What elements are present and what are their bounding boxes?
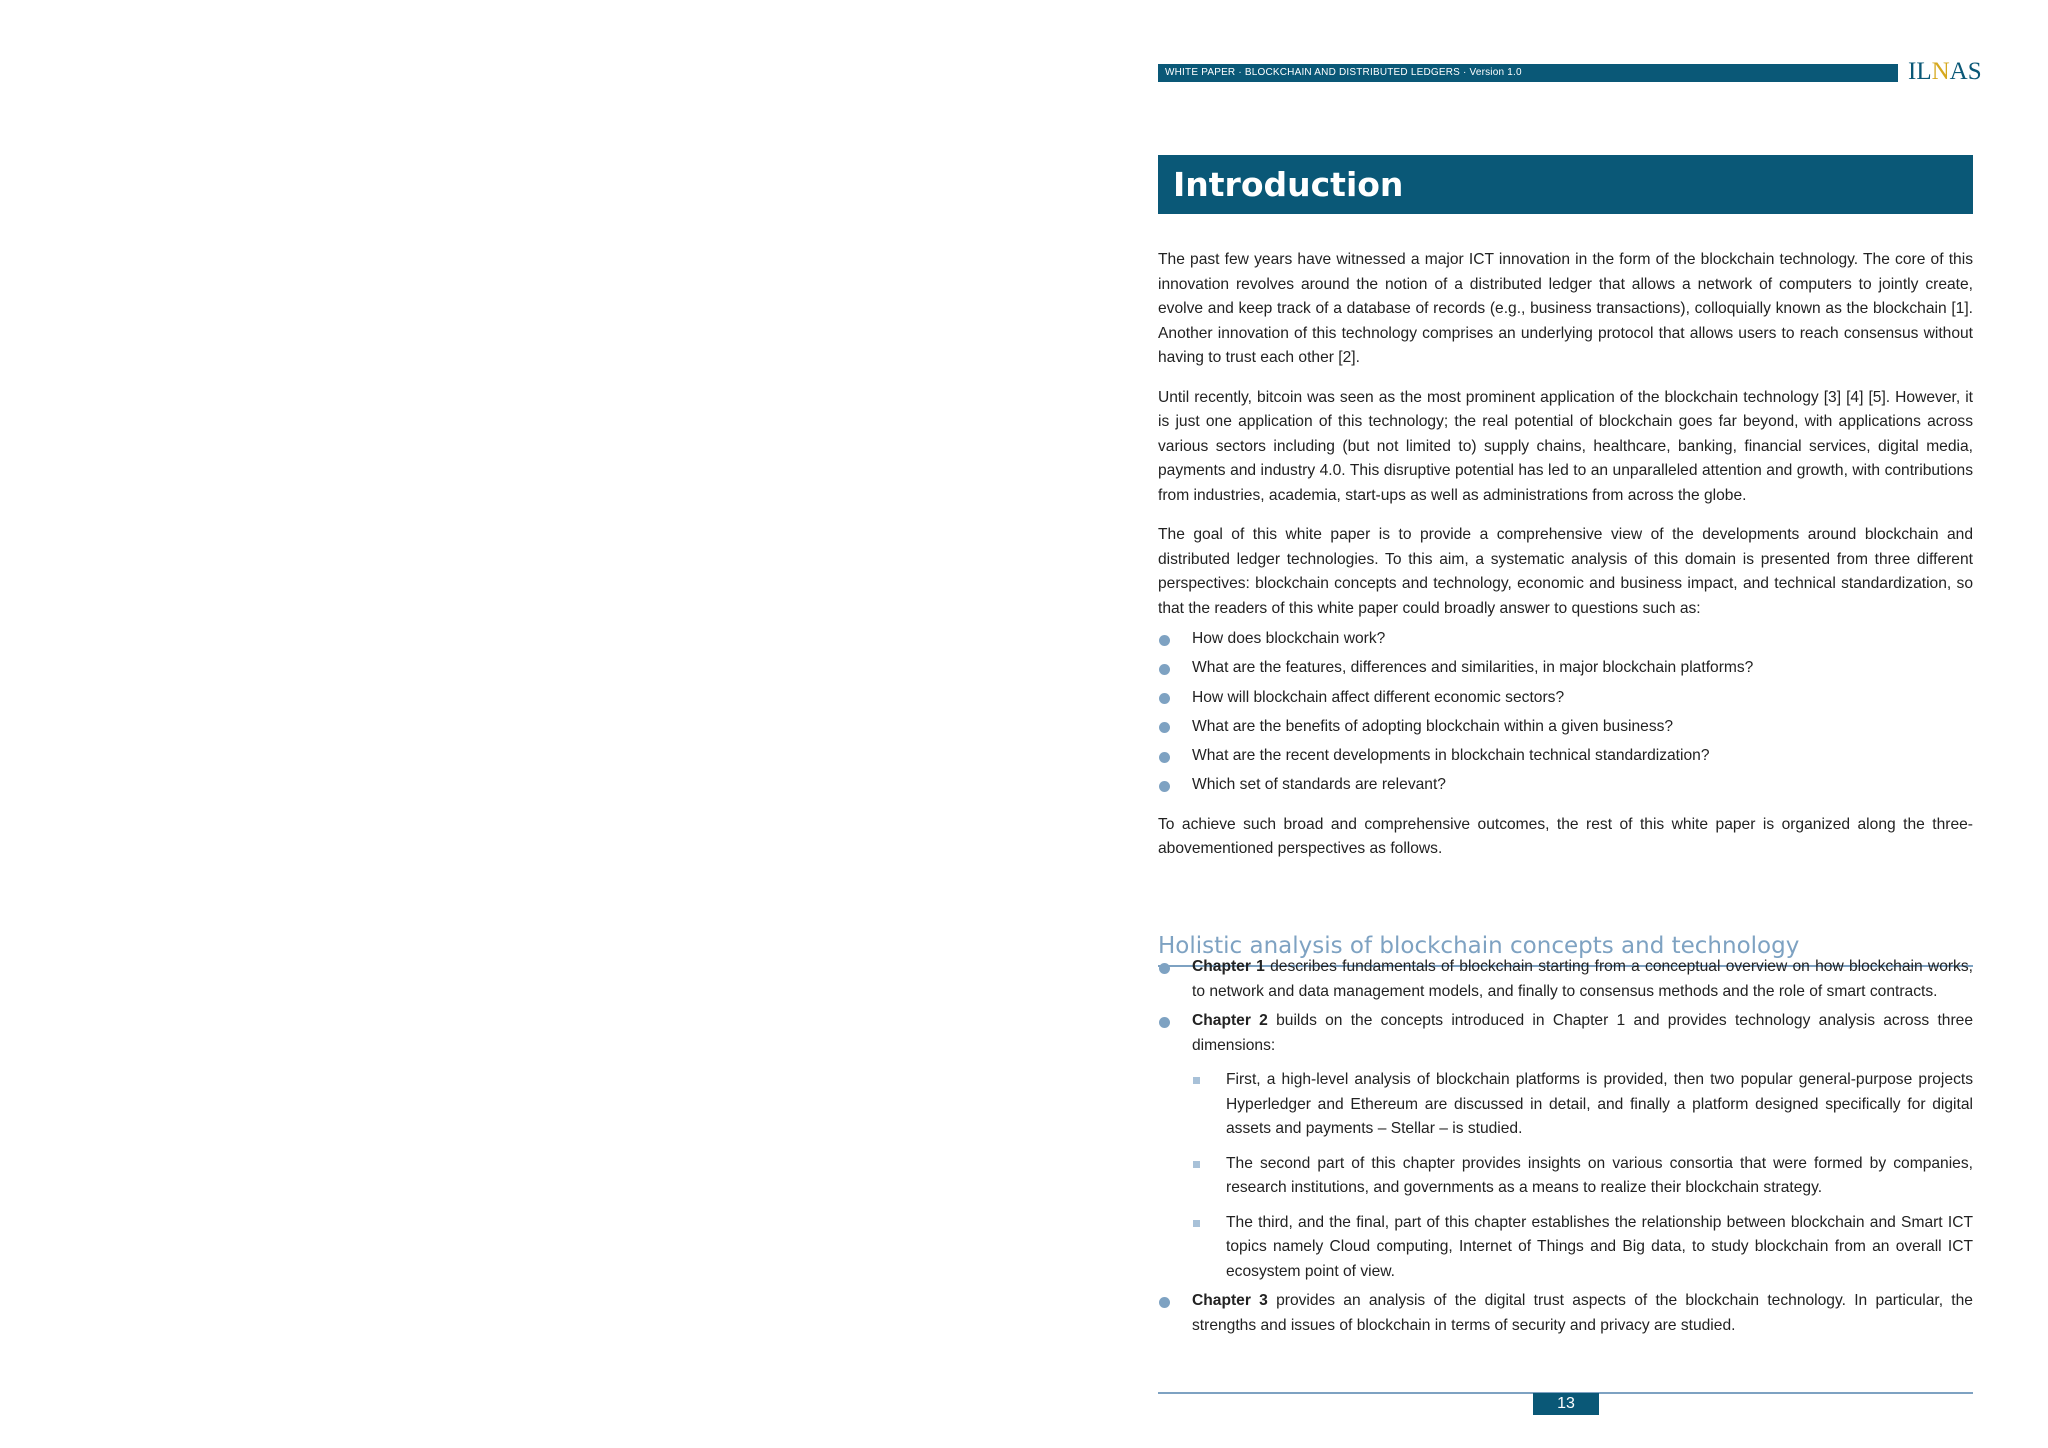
chapter-label: Chapter 3 — [1192, 1292, 1268, 1309]
page-title: Introduction — [1173, 165, 1404, 204]
list-item-text: What are the features, differences and similarities, in major blockchain platforms? — [1192, 659, 1754, 677]
paragraph: The goal of this white paper is to provide a comprehensive view of the developments around blockchain and distributed ledger technologies. To this aim, a systematic analysis of this domain is presented from three different perspectives: blockchain concepts and technology, economic and business impact, and technical standardization, so that the readers of this white paper could broadly answer to questions such as: — [1158, 526, 1973, 617]
list-item — [1158, 715, 1973, 740]
intro-body — [1158, 248, 1973, 877]
chapter-item — [1158, 1289, 1973, 1338]
paragraph: The past few years have witnessed a major ICT innovation in the form of the blockchain technology. The core of this innovation revolves around the notion of a distributed ledger that allows a network of computers to jointly create, evolve and keep track of a database of records (e.g., business transactions), colloquially known as the blockchain [1]. Another innovation of this technology comprises an underlying protocol that allows users to reach consensus without having to trust each other [2]. — [1158, 251, 1973, 366]
sub-list — [1192, 1068, 1973, 1284]
list-item-text: Which set of standards are relevant? — [1192, 776, 1446, 794]
bullet-dot-icon — [1159, 781, 1170, 792]
list-item-text: How does blockchain work? — [1192, 630, 1386, 647]
bullet-dot-icon — [1159, 1297, 1170, 1308]
list-item — [1158, 627, 1973, 652]
chapter-item — [1158, 1009, 1973, 1284]
logo-text-part2: N — [1931, 58, 1950, 85]
chapter-description: provides an analysis of the digital trust aspects of the blockchain technology. In particular, the strengths and issues of blockchain in terms of security and privacy are studied. — [1192, 1292, 1973, 1334]
sub-list-item — [1192, 1068, 1973, 1142]
chapter-label: Chapter 2 — [1192, 1012, 1268, 1029]
logo-text-part1: IL — [1908, 58, 1932, 85]
sub-list-item-text: The second part of this chapter provides insights on various consortia that were formed by companies, research institutions, and governments as a means to realize their blockchain strategy. — [1226, 1154, 1973, 1196]
chapter-overview — [1158, 955, 1973, 1343]
bullet-square-icon — [1193, 1220, 1200, 1227]
bullet-dot-icon — [1159, 752, 1170, 763]
list-item — [1158, 686, 1973, 711]
chapter-description: builds on the concepts introduced in Chapter 1 and provides technology analysis across three dimensions: — [1192, 1012, 1973, 1054]
bullet-square-icon — [1193, 1077, 1200, 1084]
list-item-text: What are the recent developments in blockchain technical standardization? — [1192, 747, 1710, 765]
bullet-dot-icon — [1159, 693, 1170, 704]
chapter-item — [1158, 955, 1973, 1004]
logo-text-part3: AS — [1949, 58, 1982, 85]
list-item — [1158, 773, 1973, 798]
sub-list-item — [1192, 1211, 1973, 1285]
list-item-text: What are the benefits of adopting blockchain within a given business? — [1192, 717, 1674, 735]
sub-list-item-text: The third, and the final, part of this chapter establishes the relationship between blockchain and Smart ICT topics namely Cloud computing, Internet of Things and Big data, to study blockchain from an overall ICT ecosystem point of view. — [1226, 1213, 1973, 1280]
chapter-description: describes fundamentals of blockchain starting from a conceptual overview on how blockchain works, to network and data management models, and finally to consensus methods and the role of smart contracts. — [1192, 958, 1973, 1000]
bullet-dot-icon — [1159, 722, 1170, 733]
bullet-square-icon — [1193, 1161, 1200, 1168]
list-item — [1158, 656, 1973, 681]
question-list — [1158, 627, 1973, 798]
page-number: 13 — [1533, 1393, 1599, 1415]
chapter-label: Chapter 1 — [1192, 958, 1265, 975]
sub-list-item-text: First, a high-level analysis of blockchain platforms is provided, then two popular general-purpose projects Hyperledger and Ethereum are discussed in detail, and finally a platform designed specifically for digital assets and payments – Stellar – is studied. — [1226, 1071, 1973, 1137]
chapter-list — [1158, 955, 1973, 1338]
paragraph: Until recently, bitcoin was seen as the most prominent application of the blockchain technology [3] [4] [5]. However, it is just one application of this technology; the real potential of blockchain goes far beyond, with applications across various sectors including (but not limited to) supply chains, healthcare, banking, financial services, digital media, payments and industry 4.0. This disruptive potential has led to an unparalleled attention and growth, with contributions from industries, academia, start-ups as well as administrations from across the globe. — [1158, 388, 1973, 504]
sub-list-item — [1192, 1152, 1973, 1201]
document-page — [1158, 0, 1982, 1448]
bullet-dot-icon — [1159, 635, 1170, 646]
chapter-title-banner — [1158, 155, 1973, 214]
list-item — [1158, 744, 1973, 769]
bullet-dot-icon — [1159, 1017, 1170, 1028]
bullet-dot-icon — [1159, 664, 1170, 675]
paragraph: To achieve such broad and comprehensive outcomes, the rest of this white paper is organized along the three-abovementioned perspectives as follows. — [1158, 815, 1973, 858]
list-item-text: How will blockchain affect different economic sectors? — [1192, 688, 1565, 706]
ilnas-logo — [1908, 58, 1982, 86]
running-header: WHITE PAPER · BLOCKCHAIN AND DISTRIBUTED LEDGERS · Version 1.0 — [1158, 64, 1898, 82]
bullet-dot-icon — [1159, 963, 1170, 974]
section-heading: Holistic analysis of blockchain concepts and technology — [1158, 929, 1973, 967]
